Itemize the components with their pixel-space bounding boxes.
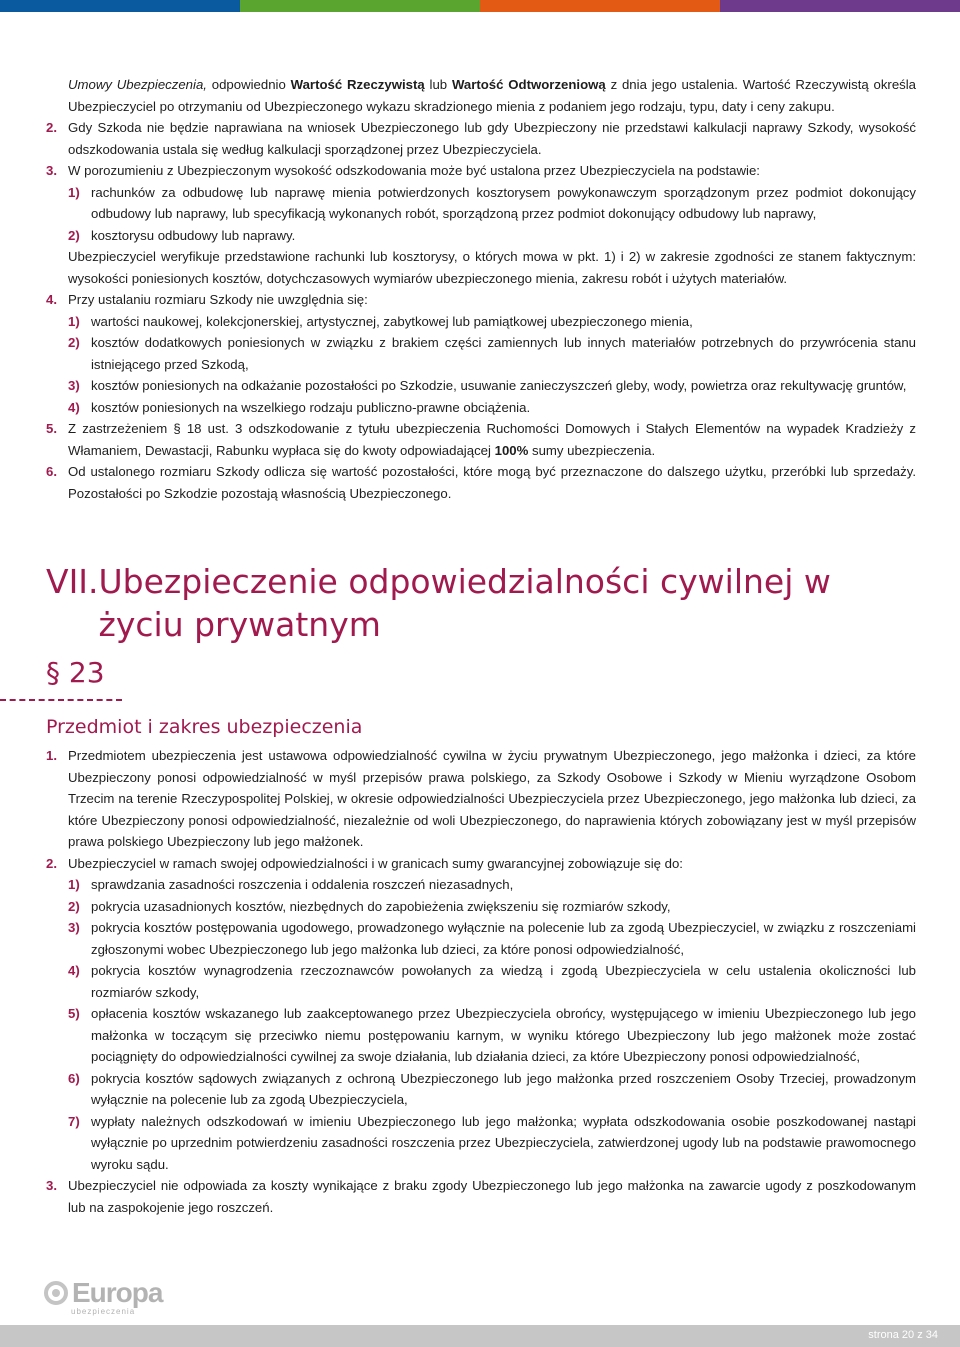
- list-item: [46, 745, 916, 853]
- sub-item-text: pokrycia uzasadnionych kosztów, niezbędnych do zapobieżenia zwiększeniu się rozmiarów szkody,: [91, 898, 671, 914]
- sub-item: [68, 182, 916, 225]
- top-color-bar: [0, 0, 960, 12]
- sub-item-text: sprawdzania zasadności roszczenia i oddalenia roszczeń niezasadnych,: [91, 877, 514, 892]
- sub-item-number: 4): [68, 963, 80, 978]
- list-item: [46, 160, 916, 182]
- sub-item-number: 3): [68, 920, 80, 935]
- chapter-heading: [46, 560, 926, 646]
- list-item: [46, 289, 916, 311]
- chapter-number: VII.: [46, 562, 99, 601]
- sub-item-number: 6): [68, 1070, 80, 1086]
- item-text: [68, 418, 916, 461]
- list-item: [46, 1175, 916, 1218]
- item-number: 6.: [46, 464, 57, 479]
- item-text: Gdy Szkoda nie będzie naprawiana na wniosek Ubezpieczonego lub gdy Ubezpieczony nie przedstawi kalkulacji naprawy Szkody, wysokość odszkodowania ustala się według kalkulacji sporządzonej przez Ubezpieczyciela.: [68, 120, 916, 157]
- sub-item-text: kosztów poniesionych na odkażanie pozostałości po Szkodzie, usuwanie zanieczyszczeń gleby, wody, powietrza oraz rekultywację gruntów,: [91, 378, 907, 393]
- item3-note: Ubezpieczyciel weryfikuje przedstawione rachunki lub kosztorysy, o których mowa w pkt. 1) i 2) w zakresie zgodności ze stanem faktycznym: wysokości poniesionych kosztów, dotychczasowych wymiarów ubezpieczonego mienia, zakresu robót i użytych materiałów.: [68, 249, 916, 286]
- item-text: Przedmiotem ubezpieczenia jest ustawowa odpowiedzialność cywilna w życiu prywatnym Ubezpieczonego, jego małżonka i dzieci, za które Ubezpieczony ponosi odpowiedzialność w myśl przepisów prawa polskiego, za Szkody Osobowe i Szkody w Mieniu wyrządzone Osobom Trzecim na terenie Rzeczypospolitej Polskiej, w okresie odpowiedzialności Ubezpieczyciela przez Ubezpieczonego, jego małżonka lub dzieci, za które Ubezpieczony ponosi odpowiedzialność, niezależnie od woli Ubezpieczonego, do naprawienia których zobowiązany jest w myśl przepisów prawa polskiego Ubezpieczony lub jego małżonek.: [68, 748, 916, 849]
- sub-item-text: wypłaty należnych odszkodowań w imieniu Ubezpieczonego lub jego małżonka; wypłata odszkodowania osobie poszkodowanej nastąpi wyłącznie po uprzednim potwierdzeniu zasadności roszczenia przez Ubezpieczyciela, zatwierdzonej ugody lub na podstawie prawomocnego wyroku sądu.: [91, 1113, 916, 1172]
- item5-text-c: sumy ubezpieczenia.: [528, 442, 656, 458]
- sub-item: [68, 874, 916, 896]
- item-number: 3.: [46, 1178, 57, 1193]
- logo-word: Europa: [72, 1277, 163, 1308]
- list-item: [46, 418, 916, 461]
- item-number: 3.: [46, 163, 57, 178]
- sub-item-text: pokrycia kosztów postępowania ugodowego, prowadzonego wyłącznie na polecenie lub za zgodą Ubezpieczyciel, w związku z roszczeniami zgłoszonymi wobec Ubezpieczonego lub jego małżonka lub dzieci, za które ponosi odpowiedzialność,: [91, 920, 916, 957]
- intro-text: lub: [424, 77, 452, 92]
- sub-item-number: 2): [68, 898, 80, 914]
- item-number: 2.: [46, 120, 57, 135]
- top-bar-orange: [480, 0, 720, 12]
- sub-item-number: 2): [68, 335, 80, 350]
- sub-item: [68, 1003, 916, 1068]
- item-text: Ubezpieczyciel nie odpowiada za koszty wynikające z braku zgody Ubezpieczonego lub jego małżonka na zawarcie ugody z poszkodowanym lub na zaspokojenie jego roszczeń.: [68, 1178, 916, 1215]
- item-number: 4.: [46, 292, 57, 307]
- intro-bold-2: Wartość Odtworzeniową: [451, 77, 606, 92]
- sub-item-number: 1): [68, 877, 80, 892]
- sub-item: [68, 332, 916, 375]
- intro-text: z dnia jego ustalenia. Wartość Rzeczywistą określa Ubezpieczyciel po otrzymaniu od Ubezpieczonego wykazu skradzionego mienia z podaniem jego rodzaju, typu, daty i ceny zakupu.: [68, 77, 917, 114]
- item-number: 2.: [46, 855, 57, 871]
- sub-item-text: pokrycia kosztów sądowych związanych z ochroną Ubezpieczonego lub jego małżonka przed roszczeniem Osoby Trzeciej, prowadzonym wyłącznie na polecenie lub za zgodą Ubezpieczyciela,: [91, 1070, 916, 1107]
- sub-item-number: 4): [68, 399, 80, 415]
- dashed-divider: [0, 699, 122, 701]
- sub-item-number: 5): [68, 1006, 80, 1021]
- page-number: strona 20 z 34: [868, 1329, 938, 1341]
- intro-paragraph: [68, 74, 916, 117]
- sub-item-text: kosztorysu odbudowy lub naprawy.: [91, 227, 296, 243]
- sub-item-text: kosztów poniesionych na wszelkiego rodzaju publiczno-prawne obciążenia.: [91, 399, 531, 415]
- sub-item-text: opłacenia kosztów wskazanego lub zaakceptowanego przez Ubezpieczyciela obrońcy, występującego w imieniu Ubezpieczonego lub jego małżonka w toczącym się przeciwko niemu postępowaniu karnym, w wyniku którego Ubezpieczony lub jego małżonek może zostać pociągnięty do odpowiedzialności cywilnej za swoje działania, lub działania dzieci, za które Ubezpieczony ponosi odpowiedzialność,: [91, 1006, 916, 1064]
- sub-item: [68, 1111, 916, 1176]
- item5-text-a: Z zastrzeżeniem § 18 ust. 3 odszkodowanie z tytułu ubezpieczenia Ruchomości Domowych i Stałych Elementów na wypadek Kradzieży z Włamaniem, Dewastacji, Rabunku wypłaca się do kwoty odpowiadającej: [68, 421, 916, 458]
- item-number: 5.: [46, 421, 57, 436]
- list-item: [46, 461, 916, 504]
- sub-item-number: 7): [68, 1113, 80, 1129]
- intro-bold-1: Wartość Rzeczywistą: [290, 77, 425, 92]
- sub-item-text: pokrycia kosztów wynagrodzenia rzeczoznawców powołanych za wiedzą i zgodą Ubezpieczyciela w celu ustalenia okoliczności lub rozmiarów szkody,: [91, 963, 916, 1000]
- section-text-block: [46, 745, 916, 1218]
- paragraph-number: § 23: [46, 656, 105, 689]
- sub-item-text: kosztów dodatkowych poniesionych w związku z brakiem części zamiennych lub innych materiałów potrzebnych do przywrócenia stanu istniejącego przed Szkodą,: [91, 335, 916, 372]
- footer-bar: [0, 1325, 960, 1347]
- top-text-block: [46, 74, 916, 504]
- item-number: 1.: [46, 748, 57, 763]
- sub-item-number: 1): [68, 184, 80, 200]
- sub-item-text: rachunków za odbudowę lub naprawę mienia potwierdzonych kosztorysem powykonawczym sporządzonym przez podmiot dokonujący odbudowy lub naprawy, lub specyfikacją wykonanych robót, sporządzoną przez podmiot dokonujący odbudowy lub naprawy,: [91, 184, 916, 221]
- sub-item: [68, 397, 916, 419]
- intro-italic: Umowy Ubezpieczenia,: [68, 77, 207, 92]
- item-text: W porozumieniu z Ubezpieczonym wysokość odszkodowania może być ustalona przez Ubezpieczyciela na podstawie:: [68, 163, 760, 178]
- item-text: Ubezpieczyciel w ramach swojej odpowiedzialności i w granicach sumy gwarancyjnej zobowiązuje się do:: [68, 855, 683, 871]
- chapter-title: Ubezpieczenie odpowiedzialności cywilnej w życiu prywatnym: [98, 562, 831, 644]
- sub-item: [68, 1068, 916, 1111]
- item-text: Przy ustalaniu rozmiaru Szkody nie uwzględnia się:: [68, 292, 368, 307]
- logo-tagline: ubezpieczenia: [71, 1307, 136, 1316]
- sub-item: [68, 375, 916, 397]
- europa-logo-icon: [44, 1281, 68, 1305]
- sub-item-number: 3): [68, 378, 80, 393]
- top-bar-blue: [0, 0, 240, 12]
- item-text: Od ustalonego rozmiaru Szkody odlicza się wartość pozostałości, które mogą być przeznaczone do dalszego użytku, przeróbki lub sprzedaży. Pozostałości po Szkodzie pozostają własnością Ubezpieczonego.: [68, 464, 916, 501]
- section-title: Przedmiot i zakres ubezpieczenia: [46, 716, 363, 738]
- sub-item-number: 2): [68, 227, 80, 243]
- sub-item: [68, 917, 916, 960]
- sub-item-number: 1): [68, 313, 80, 329]
- sub-item: [68, 311, 916, 333]
- item5-percent: 100%: [494, 442, 529, 458]
- list-item: [46, 117, 916, 160]
- sub-item: [68, 960, 916, 1003]
- sub-item-text: wartości naukowej, kolekcjonerskiej, artystycznej, zabytkowej lub pamiątkowej ubezpieczonego mienia,: [91, 313, 693, 329]
- sub-item: [68, 225, 916, 247]
- intro-text: odpowiednio: [206, 77, 291, 92]
- list-item: [46, 853, 916, 875]
- top-bar-green: [240, 0, 480, 12]
- top-bar-purple: [720, 0, 960, 12]
- sub-item: [68, 896, 916, 918]
- europa-logo: [44, 1277, 163, 1316]
